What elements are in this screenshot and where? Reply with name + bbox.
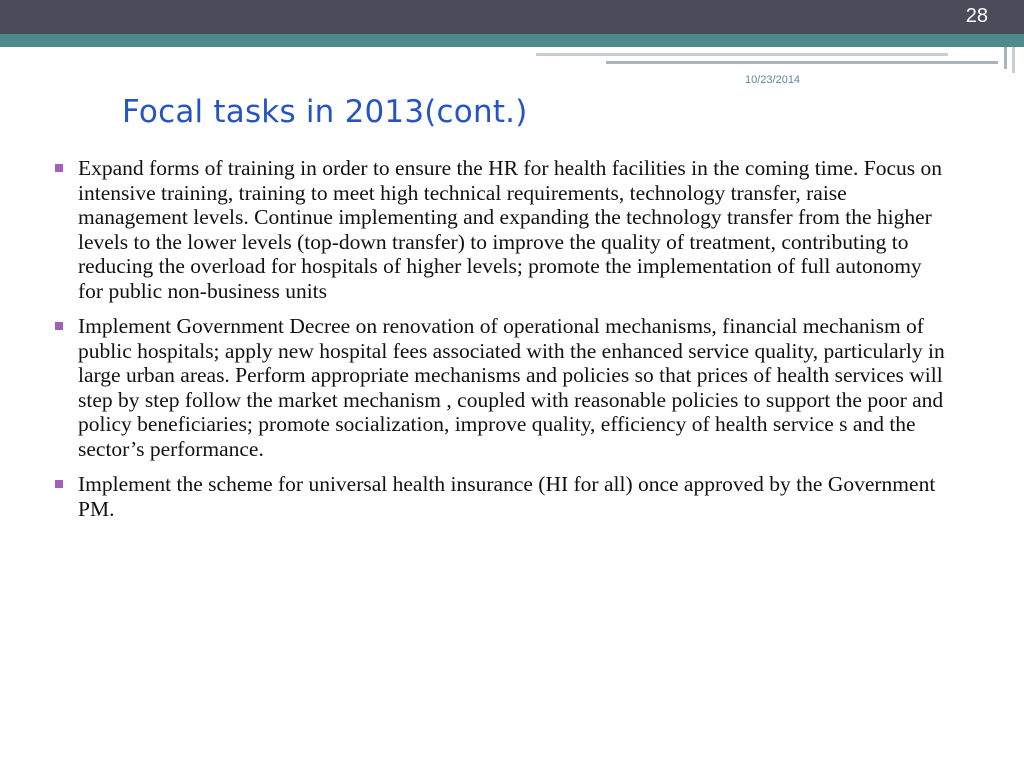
accent-band [0, 34, 1024, 47]
slide-title: Focal tasks in 2013(cont.) [122, 94, 528, 130]
bullet-item [55, 314, 945, 461]
slide-date: 10/23/2014 [745, 74, 801, 86]
top-bar [0, 0, 1024, 34]
square-bullet-icon [55, 322, 63, 330]
bullet-item [55, 472, 945, 521]
square-bullet-icon [55, 480, 63, 488]
bullet-text: Implement the scheme for universal health insurance (HI for all) once approved by the Government PM. [78, 472, 936, 521]
decorative-rule [1004, 47, 1007, 69]
square-bullet-icon [55, 164, 63, 172]
bullet-list [55, 156, 945, 532]
bullet-text: Expand forms of training in order to ensure the HR for health facilities in the coming time. Focus on intensive training, training to meet high technical requirements, technology transfer, raise management levels. Continue implementing and expanding the technology transfer from the higher levels to the lower levels (top-down transfer) to improve the quality of treatment, contributing to reducing the overload for hospitals of higher levels; promote the implementation of full autonomy for public non-business units [78, 156, 942, 303]
slide-number: 28 [965, 5, 988, 27]
decorative-rule [536, 53, 948, 56]
bullet-text: Implement Government Decree on renovation of operational mechanisms, financial mechanism of public hospitals; apply new hospital fees associated with the enhanced service quality, particularly in large urban areas. Perform appropriate mechanisms and policies so that prices of health services will step by step follow the market mechanism , coupled with reasonable policies to support the poor and policy beneficiaries; promote socialization, improve quality, efficiency of health service s and the sector’s performance. [78, 314, 945, 461]
bullet-item [55, 156, 945, 303]
decorative-rule [606, 61, 998, 64]
decorative-rule [1012, 47, 1015, 73]
